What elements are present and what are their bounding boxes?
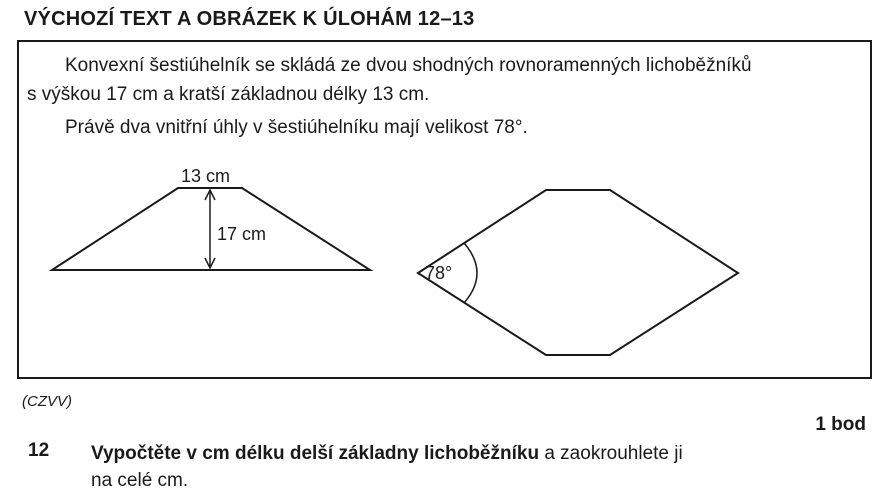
task-number: 12 — [28, 440, 50, 461]
top-base-label: 13 cm — [181, 166, 231, 186]
intro-line-2: s výškou 17 cm a kratší základnou délky 13 cm. — [27, 84, 430, 105]
trapezoid-shape — [52, 188, 370, 270]
task-bold-text: Vypočtěte v cm délku delší základny lichoběžníku — [91, 443, 540, 464]
points-label: 1 bod — [815, 414, 866, 435]
section-heading: VÝCHOZÍ TEXT A OBRÁZEK K ÚLOHÁM 12–13 — [24, 8, 475, 30]
intro-line-1: Konvexní šestiúhelník se skládá ze dvou shodných rovnoramenných lichoběžníků — [65, 55, 752, 76]
task-rest-line-2: na celé cm. — [91, 470, 189, 491]
source-note: (CZVV) — [22, 393, 72, 410]
intro-line-3: Právě dva vnitřní úhly v šestiúhelníku mají velikost 78°. — [65, 117, 528, 138]
angle-arc — [464, 243, 477, 303]
angle-label: 78° — [425, 263, 453, 283]
height-label: 17 cm — [217, 224, 267, 244]
task-rest-line-1: a zaokrouhlete ji — [539, 443, 683, 464]
hexagon-shape — [418, 190, 738, 355]
task-text — [91, 440, 791, 494]
